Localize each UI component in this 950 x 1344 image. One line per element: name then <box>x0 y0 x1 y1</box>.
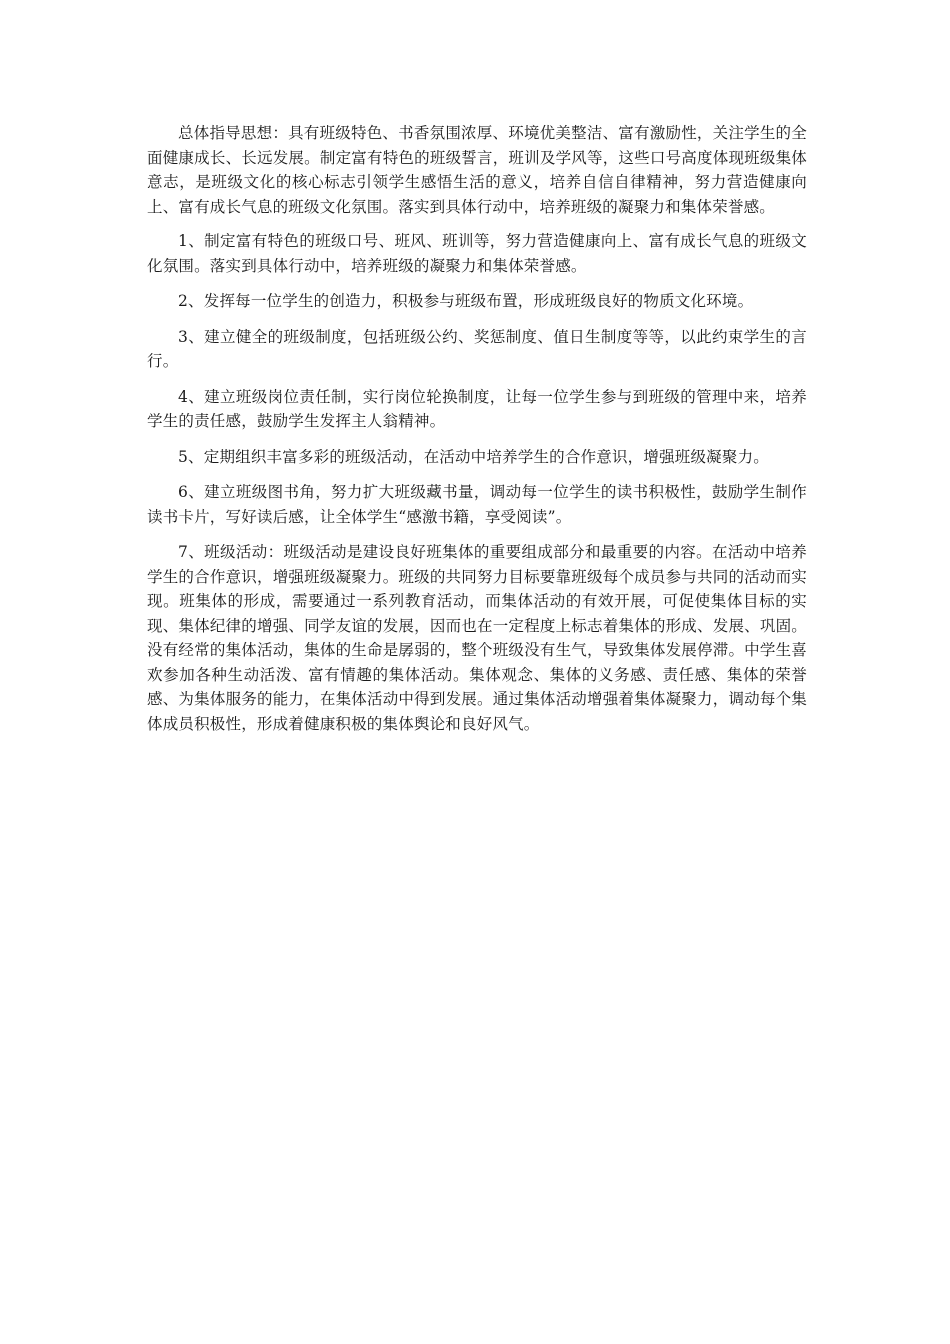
paragraph-item-7: 7、班级活动：班级活动是建设良好班集体的重要组成部分和最重要的内容。在活动中培养学生的合作意识，增强班级凝聚力。班级的共同努力目标要靠班级每个成员参与共同的活动而实现。班集体的形成，需要通过一系列教育活动，而集体活动的有效开展，可促使集体目标的实现、集体纪律的增强、同学友谊的发展，因而也在一定程度上标志着集体的形成、发展、巩固。没有经常的集体活动，集体的生命是孱弱的，整个班级没有生气，导致集体发展停滞。中学生喜欢参加各种生动活泼、富有情趣的集体活动。集体观念、集体的义务感、责任感、集体的荣誉感、为集体服务的能力，在集体活动中得到发展。通过集体活动增强着集体凝聚力，调动每个集体成员积极性，形成着健康积极的集体舆论和良好风气。 <box>147 543 807 733</box>
paragraph-item-3: 3、建立健全的班级制度，包括班级公约、奖惩制度、值日生制度等等，以此约束学生的言行。 <box>147 327 807 370</box>
paragraph-item-6: 6、建立班级图书角，努力扩大班级藏书量，调动每一位学生的读书积极性，鼓励学生制作读书卡片，写好读后感，让全体学生“感激书籍，享受阅读”。 <box>147 483 807 526</box>
paragraph-item-2: 2、发挥每一位学生的创造力，积极参与班级布置，形成班级良好的物质文化环境。 <box>178 292 754 310</box>
paragraph-guiding-principle: 总体指导思想：具有班级特色、书香氛围浓厚、环境优美整洁、富有激励性，关注学生的全面健康成长、长远发展。制定富有特色的班级誓言，班训及学风等，这些口号高度体现班级集体意志，是班级文化的核心标志引领学生感悟生活的意义，培养自信自律精神，努力营造健康向上、富有成长气息的班级文化氛围。落实到具体行动中，培养班级的凝聚力和集体荣誉感。 <box>147 124 807 216</box>
document-page <box>147 121 807 1301</box>
paragraph-item-5: 5、定期组织丰富多彩的班级活动，在活动中培养学生的合作意识，增强班级凝聚力。 <box>178 447 769 466</box>
paragraph-item-4: 4、建立班级岗位责任制，实行岗位轮换制度，让每一位学生参与到班级的管理中来，培养学生的责任感，鼓励学生发挥主人翁精神。 <box>147 387 807 430</box>
paragraph-item-1: 1、制定富有特色的班级口号、班风、班训等，努力营造健康向上、富有成长气息的班级文化氛围。落实到具体行动中，培养班级的凝聚力和集体荣誉感。 <box>147 232 807 275</box>
